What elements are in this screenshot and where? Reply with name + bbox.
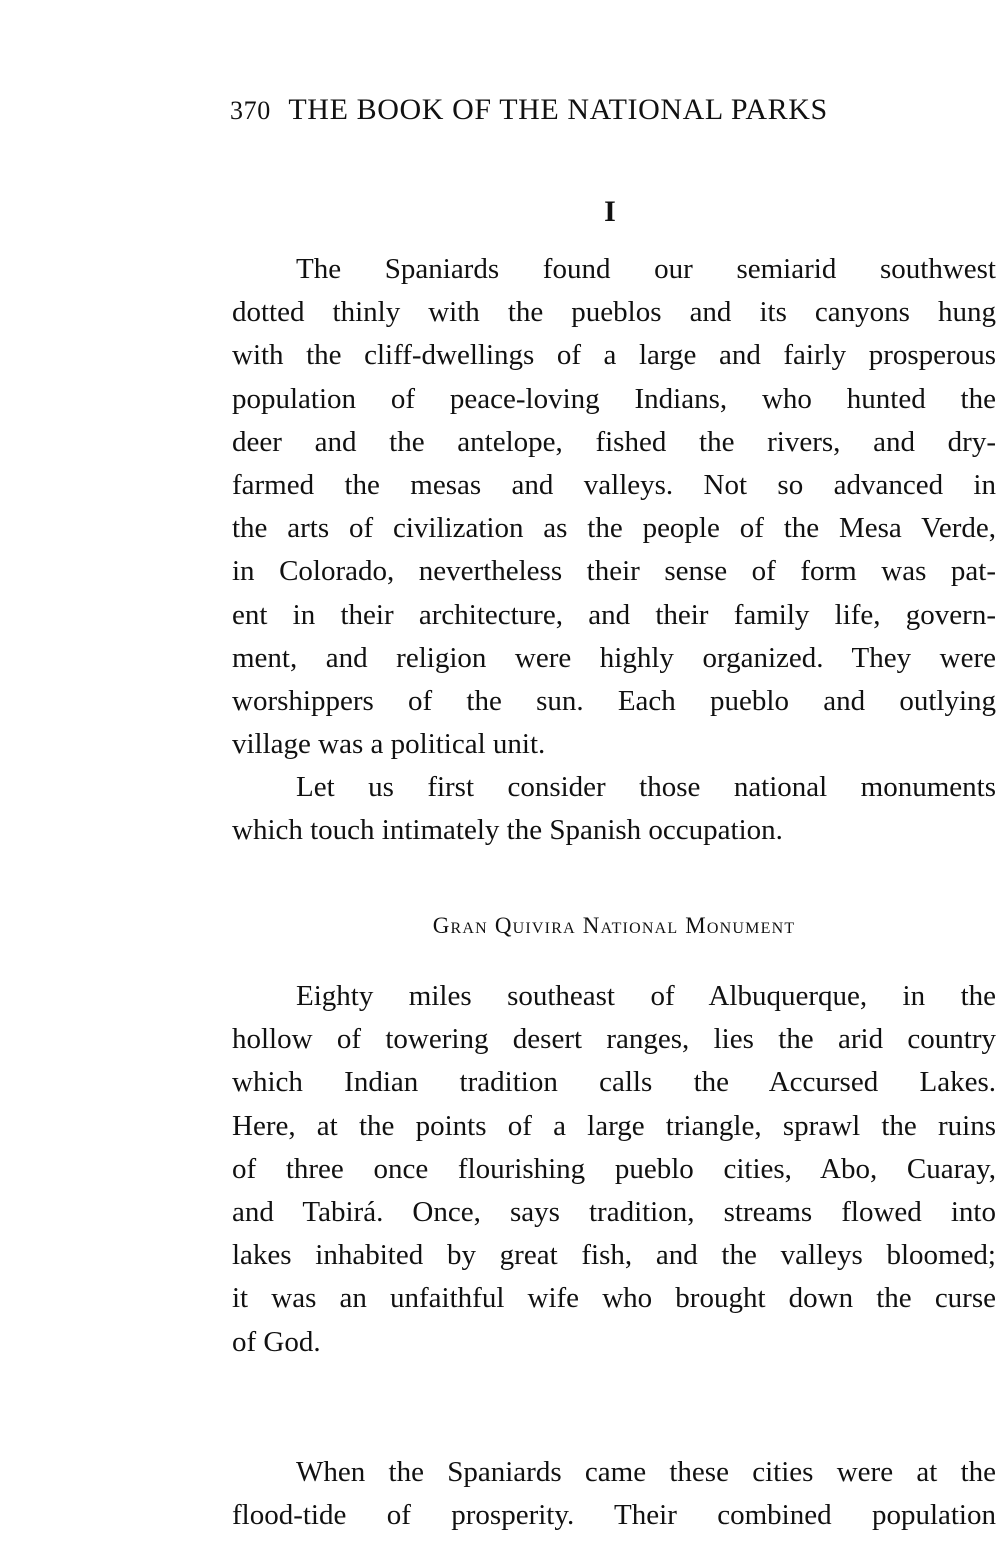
paragraph-national-monuments [232, 766, 996, 852]
text-line: ent in their architecture, and their family life, govern- [232, 598, 996, 631]
paragraph-spaniards [232, 248, 996, 766]
section-numeral: I [604, 195, 616, 228]
text-line: it was an unfaithful wife who brought down the curse [232, 1282, 996, 1315]
text-line: lakes inhabited by great fish, and the valleys bloomed; [232, 1239, 996, 1272]
text-line: of God. [232, 1325, 321, 1358]
text-line: in Colorado, nevertheless their sense of form was pat- [232, 555, 996, 588]
section-heading [232, 906, 996, 946]
paragraph-spaniards-came [232, 1451, 996, 1537]
text-line: When the Spaniards came these cities were at the [296, 1456, 996, 1488]
section-heading-text: Gran Quivira National Monument [432, 913, 796, 938]
text-line: which touch intimately the Spanish occupation. [232, 814, 783, 847]
book-title: THE BOOK OF THE NATIONAL PARKS [288, 93, 828, 126]
text-line: Here, at the points of a large triangle, sprawl the ruins [232, 1109, 996, 1142]
text-line: of three once flourishing pueblo cities, Abo, Cuaray, [232, 1152, 996, 1185]
text-line: Let us first consider those national monuments [296, 771, 996, 803]
text-line: farmed the mesas and valleys. Not so advanced in [232, 468, 996, 501]
text-line: Eighty miles southeast of Albuquerque, in the [296, 980, 996, 1012]
text-line: dotted thinly with the pueblos and its canyons hung [232, 296, 996, 329]
text-line: worshippers of the sun. Each pueblo and outlying [232, 684, 996, 717]
text-line: ment, and religion were highly organized. They were [232, 641, 996, 674]
text-line: the arts of civilization as the people of the Mesa Verde, [232, 512, 996, 545]
text-line: population of peace-loving Indians, who hunted the [232, 382, 996, 415]
text-line: which Indian tradition calls the Accursed Lakes. [232, 1066, 996, 1099]
text-line: The Spaniards found our semiarid southwest [296, 253, 996, 285]
page-number: 370 [230, 96, 271, 125]
text-line: hollow of towering desert ranges, lies the arid country [232, 1023, 996, 1056]
text-line: deer and the antelope, fished the rivers, and dry- [232, 425, 996, 458]
text-line: and Tabirá. Once, says tradition, streams flowed into [232, 1195, 996, 1228]
text-line: flood-tide of prosperity. Their combined population [232, 1499, 996, 1532]
paragraph-accursed-lakes [232, 975, 996, 1364]
text-line: village was a political unit. [232, 728, 546, 761]
text-line: with the cliff-dwellings of a large and fairly prosperous [232, 339, 996, 372]
running-head [230, 88, 970, 133]
